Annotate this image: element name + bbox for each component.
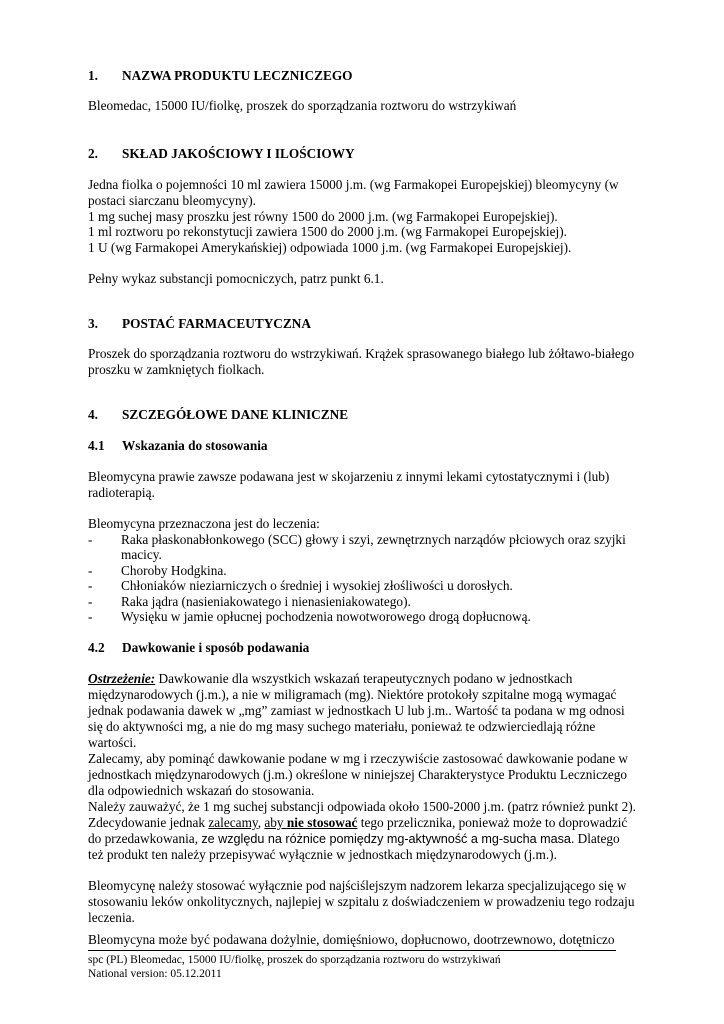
warning-line <box>88 671 572 687</box>
paragraph-line <box>88 831 620 847</box>
subsection-4-1-heading <box>88 438 268 454</box>
paragraph-line: jednostkach międzynarodowych (j.m.) określone w niniejszej Charakterystyce Produktu Leczniczego <box>88 767 628 782</box>
section-title: NAZWA PRODUKTU LECZNICZEGO <box>122 68 353 83</box>
section-number: 4.2 <box>88 640 105 655</box>
section-number: 3. <box>88 316 98 331</box>
paragraph-line: radioterapią. <box>88 485 155 500</box>
subsection-4-2-heading <box>88 640 309 656</box>
sans-text-run: ze względu na różnice pomiędzy mg-aktywność a mg-sucha masa <box>201 832 571 846</box>
indications-lead: Bleomycyna przeznaczona jest do leczenia: <box>88 516 320 531</box>
paragraph-line: Należy zauważyć, że 1 mg suchej substancji odpowiada około 1500-2000 j.m. (patrz również punkt 2). <box>88 799 636 814</box>
section-4-heading <box>88 407 348 423</box>
paragraph-line: 1 U (wg Farmakopei Amerykańskiej) odpowiada 1000 j.m. (wg Farmakopei Europejskiej). <box>88 240 572 255</box>
section-number: 4.1 <box>88 438 105 453</box>
section-title: POSTAĆ FARMACEUTYCZNA <box>122 316 311 331</box>
paragraph-line: Bleomycynę należy stosować wyłącznie pod najściślejszym nadzorem lekarza specjalizującego się w <box>88 878 627 893</box>
list-item: Wysięku w jamie opłucnej pochodzenia nowotworowego drogą dopłucnową. <box>121 609 531 624</box>
product-name: Bleomedac, 15000 IU/fiolkę, proszek do sporządzania roztworu do wstrzykiwań <box>88 98 517 113</box>
footer-divider <box>88 950 616 951</box>
section-title: Wskazania do stosowania <box>122 438 268 453</box>
list-item: Raka płaskonabłonkowego (SCC) głowy i szyi, zewnętrznych narządów płciowych oraz szyjki <box>121 532 626 547</box>
text-run: Zdecydowanie jednak <box>88 815 209 830</box>
list-item: Choroby Hodgkina. <box>121 563 227 578</box>
section-title: SZCZEGÓŁOWE DANE KLINICZNE <box>122 407 349 422</box>
paragraph-line: się do aktywności mg, a nie do mg masy suchego materiału, ponieważ te odzwierciedlają różne <box>88 719 596 734</box>
paragraph-line: też produkt ten należy przepisywać wyłącznie w jednostkach międzynarodowych (j.m.). <box>88 847 557 862</box>
paragraph-line: stosowaniu leków onkolitycznych, najlepiej w szpitalu z doświadczeniem w prowadzeniu tego rodzaju <box>88 894 635 909</box>
text-run: , <box>257 815 265 830</box>
emphasis-text: nie stosować <box>286 815 358 830</box>
underlined-text: aby <box>264 815 287 830</box>
section-title: Dawkowanie i sposób podawania <box>122 640 310 655</box>
paragraph-line: postaci siarczanu bleomycyny). <box>88 193 256 208</box>
section-3-heading <box>88 316 311 332</box>
section-number: 4. <box>88 407 98 422</box>
warning-label: Ostrzeżenie: <box>88 671 156 686</box>
paragraph-line <box>88 815 627 831</box>
section-title: SKŁAD JAKOŚCIOWY I ILOŚCIOWY <box>122 146 355 161</box>
section-number: 2. <box>88 146 98 161</box>
section-number: 1. <box>88 68 98 83</box>
paragraph-line: jednak podawania dawek w „mg” zamiast w jednostkach U lub j.m.. Wartość ta podana w mg odnosi <box>88 703 625 718</box>
warning-text: Dawkowanie dla wszystkich wskazań terapeutycznych podano w jednostkach <box>155 671 573 686</box>
paragraph-line: Proszek do sporządzania roztworu do wstrzykiwań. Krążek sprasowanego białego lub żółtawo-białego <box>88 346 635 361</box>
footer-document-title: spc (PL) Bleomedac, 15000 IU/fiolkę, proszek do sporządzania roztworu do wstrzykiwań <box>88 954 501 966</box>
list-bullet: - <box>88 609 93 624</box>
list-bullet: - <box>88 594 93 609</box>
paragraph-line: międzynarodowych (j.m.), a nie w miligramach (mg). Niektóre protokoły szpitalne mogą wymagać <box>88 687 617 702</box>
paragraph-line: leczenia. <box>88 910 135 925</box>
list-item: Chłoniaków nieziarniczych o średniej i wysokiej złośliwości u dorosłych. <box>121 578 513 593</box>
list-bullet: - <box>88 532 93 547</box>
paragraph-line: 1 ml roztworu po rekonstytucji zawiera 1500 do 2000 j.m. (wg Farmakopei Europejskiej). <box>88 224 567 239</box>
list-bullet: - <box>88 563 93 578</box>
paragraph-line: proszku w zamkniętych fiolkach. <box>88 362 265 377</box>
section-2-heading <box>88 146 355 162</box>
paragraph-line: 1 mg suchej masy proszku jest równy 1500 do 2000 j.m. (wg Farmakopei Europejskiej). <box>88 209 558 224</box>
paragraph-line: wartości. <box>88 735 137 750</box>
paragraph-line: Zalecamy, aby pominąć dawkowanie podane w mg i rzeczywiście zastosować dawkowanie podane w <box>88 751 629 766</box>
text-run: do przedawkowania, <box>88 831 202 846</box>
paragraph-line: dla odpowiednich wskazań do stosowania. <box>88 783 315 798</box>
list-item-continuation: macicy. <box>121 547 162 562</box>
section-1-heading <box>88 68 353 84</box>
paragraph-line: Bleomycyna może być podawana dożylnie, domięśniowo, dopłucnowo, dootrzewnowo, dotętniczo <box>88 932 615 947</box>
list-item: Raka jądra (nasieniakowatego i nienasieniakowatego). <box>121 594 411 609</box>
paragraph-line: Bleomycyna prawie zawsze podawana jest w skojarzeniu z innymi lekami cytostatycznymi i (lub) <box>88 469 610 484</box>
footer-version: National version: 05.12.2011 <box>88 968 222 980</box>
paragraph-line: Jedna fiolka o pojemności 10 ml zawiera 15000 j.m. (wg Farmakopei Europejskiej) bleomycyny (w <box>88 177 619 192</box>
list-bullet: - <box>88 578 93 593</box>
text-run: tego przelicznika, ponieważ może to doprowadzić <box>357 815 628 830</box>
excipients-note: Pełny wykaz substancji pomocniczych, patrz punkt 6.1. <box>88 271 384 286</box>
text-run: . Dlatego <box>570 831 620 846</box>
underlined-text: zalecamy <box>208 815 258 830</box>
